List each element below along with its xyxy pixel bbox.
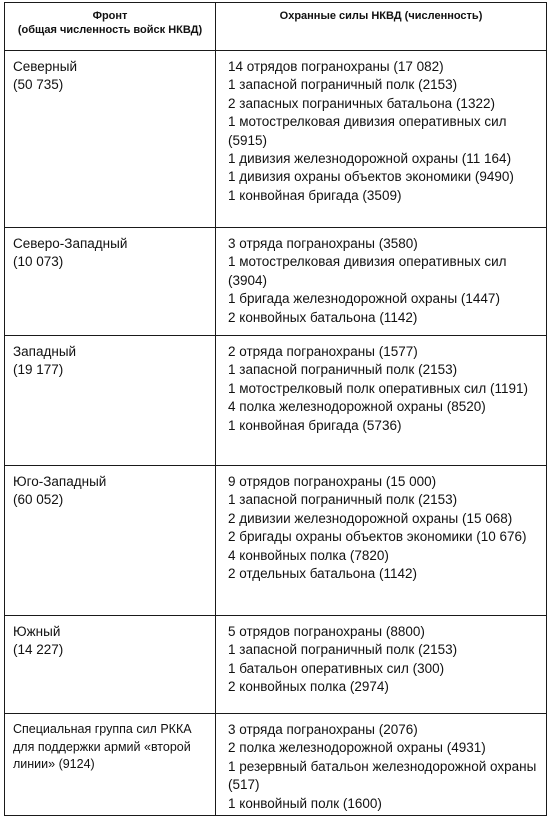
list-item: 2 отдельных батальона (1142) [228, 566, 418, 582]
forces-list [228, 721, 540, 813]
table-row [5, 228, 547, 336]
list-item: 1 дивизия охраны объектов экономики (9490) [228, 169, 514, 185]
front-total: (19 177) [13, 362, 64, 378]
table-row [5, 51, 547, 228]
list-item: 2 конвойных полка (2974) [228, 679, 389, 695]
list-item: 2 дивизии железнодорожной охраны (15 068) [228, 510, 513, 526]
forces-list [228, 58, 540, 205]
list-item: 5 отрядов погранохраны (8800) [228, 624, 425, 639]
list-item: 1 конвойная бригада (3509) [228, 187, 402, 203]
forces-list [228, 343, 540, 435]
front-name: Специальная группа сил РККА для поддержки армий «второй линии» (9124) [13, 722, 192, 772]
table-row [5, 616, 547, 714]
front-cell [5, 228, 216, 336]
forces-list [228, 623, 540, 697]
table-header-row [5, 3, 547, 51]
list-item: 9 отрядов погранохраны (15 000) [228, 474, 437, 489]
list-item: 1 запасной пограничный полк (2153) [228, 642, 458, 658]
forces-cell [216, 336, 547, 466]
list-item: 3 отряда погранохраны (3580) [228, 236, 418, 251]
list-item: 2 бригады охраны объектов экономики (10 676) [228, 529, 527, 545]
list-item: 2 запасных пограничных батальона (1322) [228, 95, 495, 111]
nkvd-forces-table [4, 2, 547, 816]
table-row [5, 466, 547, 616]
forces-cell [216, 228, 547, 336]
front-total: (14 227) [13, 642, 64, 658]
front-total: (50 735) [13, 77, 64, 93]
list-item: 2 отряда погранохраны (1577) [228, 344, 418, 359]
front-column-title: Фронт [92, 10, 128, 22]
forces-cell [216, 466, 547, 616]
list-item: 3 отряда погранохраны (2076) [228, 722, 418, 737]
list-item: 1 запасной пограничный полк (2153) [228, 77, 458, 93]
forces-list [228, 473, 540, 583]
front-name: Северный [13, 59, 77, 74]
front-column-subtitle: (общая численность войск НКВД) [17, 24, 203, 36]
list-item: 2 конвойных батальона (1142) [228, 309, 418, 325]
front-name: Юго-Западный [13, 474, 107, 489]
list-item: 1 мотострелковая дивизия оперативных сил (3904) [228, 254, 507, 288]
table-row [5, 336, 547, 466]
forces-cell [216, 616, 547, 714]
front-cell [5, 714, 216, 816]
front-name: Южный [13, 624, 61, 639]
list-item: 1 дивизия железнодорожной охраны (11 164) [228, 151, 512, 167]
front-total: (60 052) [13, 492, 64, 508]
front-total: (10 073) [13, 254, 64, 270]
table-body [5, 51, 547, 816]
front-cell [5, 466, 216, 616]
list-item: 1 запасной пограничный полк (2153) [228, 492, 458, 508]
front-cell [5, 616, 216, 714]
front-column-header [5, 3, 216, 51]
list-item: 1 батальон оперативных сил (300) [228, 660, 445, 676]
front-name: Западный [13, 344, 77, 359]
list-item: 14 отрядов погранохраны (17 082) [228, 59, 444, 74]
list-item: 4 конвойных полка (7820) [228, 547, 389, 563]
list-item: 1 конвойная бригада (5736) [228, 417, 402, 433]
list-item: 2 полка железнодорожной охраны (4931) [228, 740, 486, 756]
forces-cell [216, 714, 547, 816]
front-cell [5, 51, 216, 228]
list-item: 1 конвойный полк (1600) [228, 795, 382, 811]
front-cell [5, 336, 216, 466]
list-item: 1 мотострелковая дивизия оперативных сил (5915) [228, 114, 507, 148]
list-item: 1 запасной пограничный полк (2153) [228, 362, 458, 378]
list-item: 4 полка железнодорожной охраны (8520) [228, 399, 486, 415]
list-item: 1 бригада железнодорожной охраны (1447) [228, 291, 500, 307]
forces-list [228, 235, 540, 327]
forces-column-header [216, 3, 547, 51]
table-row [5, 714, 547, 816]
list-item: 1 резервный батальон железнодорожной охраны (517) [228, 758, 537, 793]
list-item: 1 мотострелковый полк оперативных сил (1191) [228, 380, 528, 396]
forces-cell [216, 51, 547, 228]
front-name: Северо-Западный [13, 236, 128, 251]
forces-column-title: Охранные силы НКВД (численность) [279, 10, 483, 22]
